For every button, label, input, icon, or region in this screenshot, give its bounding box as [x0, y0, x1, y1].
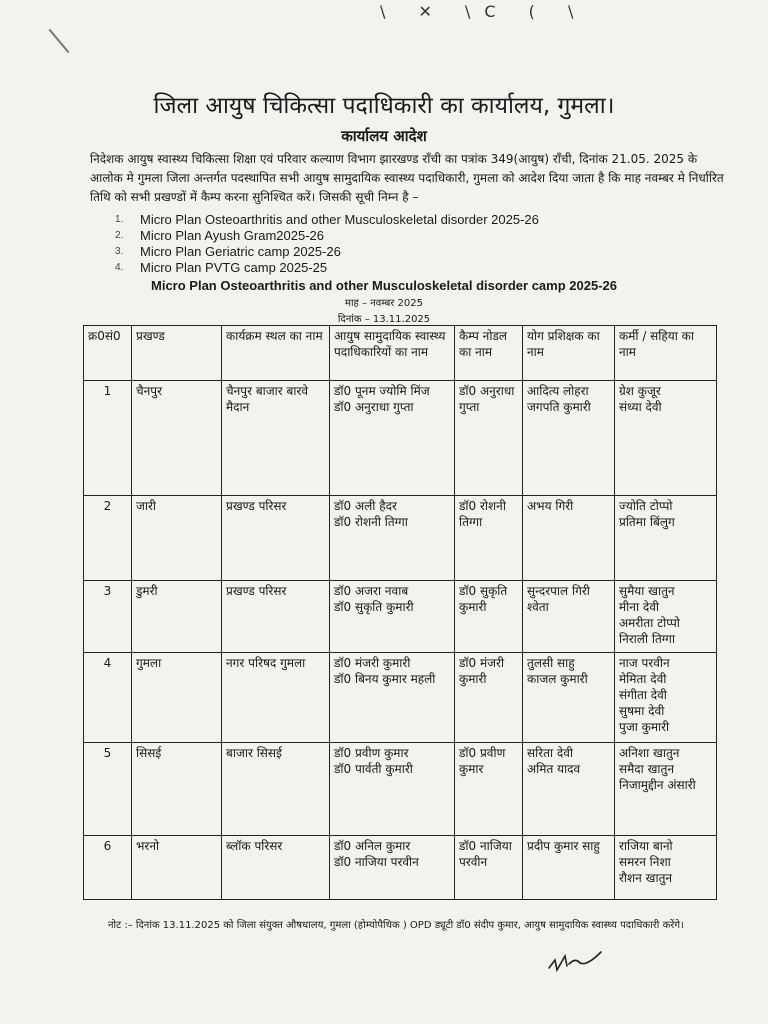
column-header: कर्मी / सहिया का नाम: [615, 326, 717, 381]
staff-name: समरन निशा: [619, 855, 671, 869]
yoga-trainer-name: श्वेता: [527, 600, 549, 614]
staff-name: संध्या देवी: [619, 400, 662, 414]
footnote: नोट :– दिनांक 13.11.2025 को जिला संयुक्त औषधालय, गुमला (होम्योपैथिक ) OPD ड्यूटी डॉ0 संदीप कुमार, आयुष सामुदायिक स्वास्थ्य पदाधिकारी करेंगे।: [108, 920, 684, 931]
staff-name: राजिया बानो: [619, 839, 673, 853]
staff-cell: [615, 381, 717, 496]
officers-cell: [330, 496, 455, 581]
block-cell: जारी: [132, 496, 222, 581]
yoga-cell: [523, 496, 615, 581]
yoga-trainer-name: तुलसी साहु: [527, 656, 575, 670]
plan-item: [115, 244, 539, 260]
column-header: आयुष सामुदायिक स्वास्थ्य पदाधिकारियों का नाम: [330, 326, 455, 381]
yoga-trainer-name: अभय गिरी: [527, 499, 574, 513]
officer-name: डॉ0 अनुराधा गुप्ता: [334, 400, 414, 414]
yoga-cell: [523, 581, 615, 653]
staff-name: प्रतिमा बिंलुग: [619, 515, 675, 529]
officer-name: डॉ0 सुकृति कुमारी: [334, 600, 414, 614]
officer-name: डॉ0 पार्वती कुमारी: [334, 762, 413, 776]
staff-name: अमरीता टोप्पो: [619, 616, 680, 630]
month-line: माह – नवम्बर 2025: [344, 298, 424, 309]
serial-cell: 3: [84, 581, 132, 653]
corner-mark: [49, 29, 70, 53]
officer-name: डॉ0 अली हैदर: [334, 499, 397, 513]
table-header-row: [84, 326, 717, 381]
staff-name: समैदा खातुन: [619, 762, 675, 776]
plan-number: 3.: [115, 246, 124, 257]
officer-name: डॉ0 अनिल कुमार: [334, 839, 411, 853]
nodal-cell: डॉ0 नाजिया परवीन: [455, 836, 523, 900]
column-header: योग प्रशिक्षक का नाम: [523, 326, 615, 381]
plan-item: [115, 212, 539, 228]
serial-cell: 1: [84, 381, 132, 496]
table-row: [84, 743, 717, 836]
staff-cell: [615, 743, 717, 836]
serial-cell: 2: [84, 496, 132, 581]
nodal-cell: डॉ0 प्रवीण कुमार: [455, 743, 523, 836]
staff-cell: [615, 653, 717, 743]
officers-cell: [330, 581, 455, 653]
yoga-cell: [523, 743, 615, 836]
plan-label: Micro Plan Geriatric camp 2025-26: [140, 244, 341, 259]
office-title: जिला आयुष चिकित्सा पदाधिकारी का कार्यालय, गुमला।: [153, 93, 615, 119]
table-title: Micro Plan Osteoarthritis and other Musculoskeletal disorder camp 2025-26: [151, 278, 617, 293]
yoga-trainer-name: काजल कुमारी: [527, 672, 588, 686]
plan-number: 2.: [115, 230, 124, 241]
staff-name: निजामुद्दीन अंसारी: [619, 778, 696, 792]
yoga-trainer-name: सरिता देवी: [527, 746, 574, 760]
signature-mark: [545, 944, 605, 980]
officer-name: डॉ0 मंजरी कुमारी: [334, 656, 411, 670]
yoga-cell: [523, 836, 615, 900]
venue-cell: बाजार सिसई: [222, 743, 330, 836]
plan-label: Micro Plan Osteoarthritis and other Musculoskeletal disorder 2025-26: [140, 212, 539, 227]
plan-label: Micro Plan Ayush Gram2025-26: [140, 228, 325, 243]
plan-item: [115, 260, 539, 276]
plan-number: 4.: [115, 262, 124, 273]
block-cell: डुमरी: [132, 581, 222, 653]
table-row: [84, 381, 717, 496]
officer-name: डॉ0 प्रवीण कुमार: [334, 746, 409, 760]
staff-name: ग्रेश कुजूर: [619, 384, 661, 398]
camp-table: [83, 325, 717, 900]
officer-name: डॉ0 नाजिया परवीन: [334, 855, 419, 869]
table-row: [84, 496, 717, 581]
venue-cell: नगर परिषद गुमला: [222, 653, 330, 743]
staff-cell: [615, 496, 717, 581]
staff-name: पुजा कुमारी: [619, 720, 670, 734]
officer-name: डॉ0 रोशनी तिग्गा: [334, 515, 408, 529]
block-cell: भरनो: [132, 836, 222, 900]
nodal-cell: डॉ0 सुकृति कुमारी: [455, 581, 523, 653]
column-header: कैम्प नोडल का नाम: [455, 326, 523, 381]
venue-cell: प्रखण्ड परिसर: [222, 496, 330, 581]
yoga-trainer-name: प्रदीप कुमार साहु: [527, 839, 600, 853]
staff-name: अनिशा खातुन: [619, 746, 680, 760]
column-header: कार्यक्रम स्थल का नाम: [222, 326, 330, 381]
plan-label: Micro Plan PVTG camp 2025-25: [140, 260, 328, 275]
column-header: क्र0सं0: [84, 326, 132, 381]
table-row: [84, 581, 717, 653]
table-row: [84, 653, 717, 743]
yoga-trainer-name: जगपति कुमारी: [527, 400, 591, 414]
officers-cell: [330, 381, 455, 496]
plan-item: [115, 228, 539, 244]
block-cell: गुमला: [132, 653, 222, 743]
staff-name: नाज परवीन: [619, 656, 670, 670]
nodal-cell: डॉ0 रोशनी तिग्गा: [455, 496, 523, 581]
nodal-cell: डॉ0 अनुराधा गुप्ता: [455, 381, 523, 496]
officers-cell: [330, 743, 455, 836]
table-row: [84, 836, 717, 900]
officer-name: डॉ0 पूनम ज्योमि मिंज: [334, 384, 430, 398]
officers-cell: [330, 836, 455, 900]
serial-cell: 4: [84, 653, 132, 743]
staff-name: ज्योति टोप्पो: [619, 499, 673, 513]
staff-cell: [615, 836, 717, 900]
order-title: कार्यालय आदेश: [341, 127, 427, 145]
date-line: दिनांक – 13.11.2025: [337, 314, 431, 325]
yoga-trainer-name: अमित यादव: [527, 762, 581, 776]
yoga-trainer-name: सुन्दरपाल गिरी: [527, 584, 590, 598]
staff-name: निराली तिग्गा: [619, 632, 676, 646]
plan-list: [115, 212, 539, 276]
plan-number: 1.: [115, 214, 124, 225]
staff-cell: [615, 581, 717, 653]
staff-name: मेमिता देवी: [619, 672, 667, 686]
serial-cell: 6: [84, 836, 132, 900]
venue-cell: ब्लॉक परिसर: [222, 836, 330, 900]
top-scribble: \ ✕ \C ( \: [380, 2, 588, 21]
column-header: प्रखण्ड: [132, 326, 222, 381]
venue-cell: चैनपुर बाजार बारवे मैदान: [222, 381, 330, 496]
serial-cell: 5: [84, 743, 132, 836]
yoga-trainer-name: आदित्य लोहरा: [527, 384, 589, 398]
yoga-cell: [523, 653, 615, 743]
nodal-cell: डॉ0 मंजरी कुमारी: [455, 653, 523, 743]
officer-name: डॉ0 बिनय कुमार महली: [334, 672, 436, 686]
staff-name: सुषमा देवी: [619, 704, 665, 718]
intro-paragraph: निदेशक आयुष स्वास्थ्य चिकित्सा शिक्षा एवं परिवार कल्याण विभाग झारखण्ड राँची का पत्रांक 349(आयुष) राँची, दिनांक 21.05. 2025 के आलोक मे गुमला जिला अन्तर्गत पदस्थापित सभी आयुष सामुदायिक स्वास्थ्य पदाधिकारी, गुमला को आदेश दिया जाता है कि माह नवम्बर मे निर्धारित तिथि को सभी प्रखण्डों में कैम्प करना सुनिश्चित करें। जिसकी सूची निम्न है –: [90, 152, 724, 204]
block-cell: सिसई: [132, 743, 222, 836]
staff-name: रौशन खातुन: [619, 871, 673, 885]
staff-name: संगीता देवी: [619, 688, 667, 702]
yoga-cell: [523, 381, 615, 496]
venue-cell: प्रखण्ड परिसर: [222, 581, 330, 653]
staff-name: सुमैया खातुन: [619, 584, 675, 598]
staff-name: मीना देवी: [619, 600, 660, 614]
block-cell: चैनपुर: [132, 381, 222, 496]
officers-cell: [330, 653, 455, 743]
officer-name: डॉ0 अजरा नवाब: [334, 584, 409, 598]
